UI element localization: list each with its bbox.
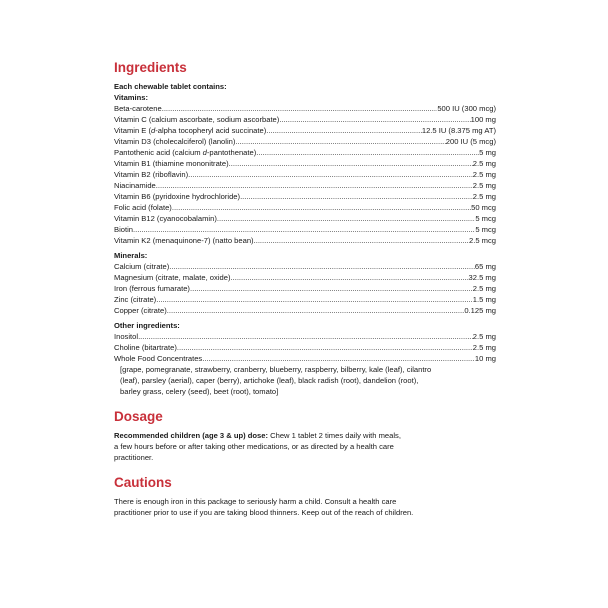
ingredient-amount: 32.5 mg — [468, 273, 496, 282]
ingredient-row — [114, 353, 496, 364]
dosage-line — [114, 430, 496, 441]
ingredient-amount: 5 mcg — [475, 214, 496, 223]
ingredient-row — [114, 136, 496, 147]
dot-leader — [240, 191, 473, 202]
ingredient-row — [114, 261, 496, 272]
ingredient-name-part: Folic acid (folate) — [114, 203, 172, 212]
ingredient-name — [114, 180, 156, 191]
ingredient-amount: 500 IU (300 mcg) — [437, 104, 496, 113]
ingredient-name — [114, 272, 230, 283]
ingredient-row — [114, 191, 496, 202]
ingredient-amount: 2.5 mcg — [468, 236, 496, 245]
dot-leader — [230, 272, 468, 283]
ingredient-amount: 2.5 mg — [472, 181, 496, 190]
dosage-line: a few hours before or after taking other medications, or as directed by a health care — [114, 442, 394, 451]
ingredient-name-part: Inositol — [114, 332, 139, 341]
dot-leader — [279, 114, 470, 125]
ingredient-amount: 12.5 IU (8.375 mg AT) — [421, 126, 496, 135]
dosage-lead: Recommended children (age 3 & up) dose: — [114, 431, 269, 440]
dosage-heading: Dosage — [114, 409, 163, 424]
cautions-text — [114, 496, 496, 518]
dot-leader — [138, 331, 473, 342]
dosage-line-text: Chew 1 tablet 2 times daily with meals, — [268, 431, 401, 440]
ingredient-name-part: Calcium (citrate) — [114, 262, 170, 271]
ingredient-amount: 65 mg — [474, 262, 496, 271]
cautions-line: There is enough iron in this package to seriously harm a child. Consult a health care — [114, 497, 397, 506]
ingredient-name — [114, 213, 217, 224]
ingredient-name-part: Iron (ferrous fumarate) — [114, 284, 190, 293]
ingredient-amount: 2.5 mg — [472, 284, 496, 293]
ingredient-name-part: Vitamin C (calcium ascorbate, sodium ascorbate) — [114, 115, 280, 124]
dot-leader — [235, 136, 445, 147]
vitamins-title: Vitamins: — [114, 93, 149, 102]
dot-leader — [177, 342, 473, 353]
ingredient-name-part: Pantothenic acid (calcium — [114, 148, 203, 157]
ingredient-row — [114, 272, 496, 283]
ingredient-amount: 1.5 mg — [472, 295, 496, 304]
dot-leader — [229, 158, 473, 169]
vitamins-list — [114, 103, 496, 246]
ingredient-row — [114, 342, 496, 353]
document-content — [114, 60, 496, 518]
ingredient-row — [114, 147, 496, 158]
ingredient-amount: 50 mcg — [471, 203, 496, 212]
ingredient-name-part: Vitamin B6 (pyridoxine hydrochloride) — [114, 192, 241, 201]
ingredient-name-part: Choline (bitartrate) — [114, 343, 177, 352]
ingredient-row — [114, 213, 496, 224]
ingredient-name-part: Vitamin E ( — [114, 126, 151, 135]
dot-leader — [169, 261, 475, 272]
dot-leader — [156, 180, 473, 191]
ingredient-amount: 2.5 mg — [472, 159, 496, 168]
ingredient-name — [114, 158, 229, 169]
ingredient-row — [114, 305, 496, 316]
ingredient-row — [114, 331, 496, 342]
ingredient-name-part: Beta-carotene — [114, 104, 162, 113]
ingredient-name — [114, 191, 240, 202]
ingredient-name — [114, 136, 235, 147]
ingredient-name-part: Vitamin B2 (riboflavin) — [114, 170, 189, 179]
ingredient-name — [114, 235, 254, 246]
ingredient-name — [114, 147, 256, 158]
ingredient-row — [114, 103, 496, 114]
ingredient-name-part: d — [202, 148, 207, 157]
dot-leader — [202, 353, 475, 364]
dosage-line: practitioner. — [114, 453, 154, 462]
ingredient-name-part: -alpha tocopheryl acid succinate) — [155, 126, 267, 135]
dot-leader — [172, 202, 471, 213]
ingredient-row — [114, 125, 496, 136]
ingredient-row — [114, 180, 496, 191]
dot-leader — [162, 103, 438, 114]
ingredient-amount: 200 IU (5 mcg) — [445, 137, 496, 146]
ingredient-name — [114, 342, 177, 353]
ingredient-amount: 5 mg — [479, 148, 496, 157]
ingredient-amount: 2.5 mg — [472, 332, 496, 341]
whole-food-note-line: [grape, pomegranate, strawberry, cranberry, blueberry, raspberry, bilberry, kale (leaf), cilantro — [120, 365, 432, 374]
ingredient-name-part: Zinc (citrate) — [114, 295, 157, 304]
other-ingredients-title: Other ingredients: — [114, 321, 180, 330]
whole-food-note — [114, 364, 496, 397]
ingredient-amount: 2.5 mg — [472, 192, 496, 201]
ingredient-amount: 10 mg — [474, 354, 496, 363]
ingredient-name — [114, 305, 167, 316]
ingredient-name — [114, 224, 133, 235]
ingredient-amount: 2.5 mg — [472, 343, 496, 352]
ingredient-amount: 0.125 mg — [464, 306, 496, 315]
ingredient-name-part: Magnesium (citrate, malate, oxide) — [114, 273, 231, 282]
ingredient-row — [114, 114, 496, 125]
ingredient-row — [114, 294, 496, 305]
ingredient-name — [114, 103, 162, 114]
ingredient-name-part: Vitamin D3 (cholecalciferol) (lanolin) — [114, 137, 236, 146]
cautions-line: practitioner prior to use if you are taking blood thinners. Keep out of the reach of children. — [114, 508, 414, 517]
ingredients-heading: Ingredients — [114, 60, 187, 75]
tablet-intro: Each chewable tablet contains: — [114, 82, 227, 91]
ingredient-name-part: Vitamin B12 (cyanocobalamin) — [114, 214, 217, 223]
ingredient-row — [114, 169, 496, 180]
ingredient-name — [114, 331, 138, 342]
dot-leader — [254, 235, 469, 246]
ingredient-name — [114, 169, 188, 180]
ingredient-row — [114, 202, 496, 213]
ingredient-name — [114, 294, 156, 305]
ingredient-row — [114, 224, 496, 235]
whole-food-note-line: (leaf), parsley (aerial), caper (berry), artichoke (leaf), black radish (root), dandelion (root), — [120, 376, 419, 385]
ingredient-name-part: -pantothenate) — [206, 148, 257, 157]
dot-leader — [156, 294, 473, 305]
ingredient-row — [114, 283, 496, 294]
ingredient-amount: 5 mcg — [475, 225, 496, 234]
ingredient-amount: 2.5 mg — [472, 170, 496, 179]
dot-leader — [133, 224, 475, 235]
ingredient-name-part: Vitamin B1 (thiamine mononitrate) — [114, 159, 229, 168]
ingredient-name-part: Biotin — [114, 225, 133, 234]
whole-food-note-line: barley grass, celery (seed), beet (root), tomato] — [120, 387, 279, 396]
ingredient-name-part: Vitamin K2 (menaquinone-7) (natto bean) — [114, 236, 254, 245]
ingredient-name-part: Whole Food Concentrates — [114, 354, 203, 363]
minerals-list — [114, 261, 496, 316]
ingredient-name — [114, 125, 266, 136]
cautions-heading: Cautions — [114, 475, 172, 490]
dot-leader — [190, 283, 473, 294]
ingredient-name-part: Niacinamide — [114, 181, 156, 190]
minerals-title: Minerals: — [114, 251, 148, 260]
ingredient-name — [114, 353, 202, 364]
dot-leader — [188, 169, 473, 180]
other-ingredients-list — [114, 331, 496, 364]
ingredient-amount: 100 mg — [470, 115, 496, 124]
dot-leader — [217, 213, 475, 224]
ingredient-name — [114, 261, 169, 272]
ingredient-name — [114, 202, 172, 213]
dot-leader — [256, 147, 479, 158]
dot-leader — [167, 305, 465, 316]
ingredient-name — [114, 114, 279, 125]
ingredient-name-part: Copper (citrate) — [114, 306, 167, 315]
ingredient-name-part: d — [151, 126, 156, 135]
ingredient-row — [114, 235, 496, 246]
dosage-text — [114, 430, 496, 463]
dot-leader — [266, 125, 422, 136]
ingredient-row — [114, 158, 496, 169]
ingredient-name — [114, 283, 190, 294]
